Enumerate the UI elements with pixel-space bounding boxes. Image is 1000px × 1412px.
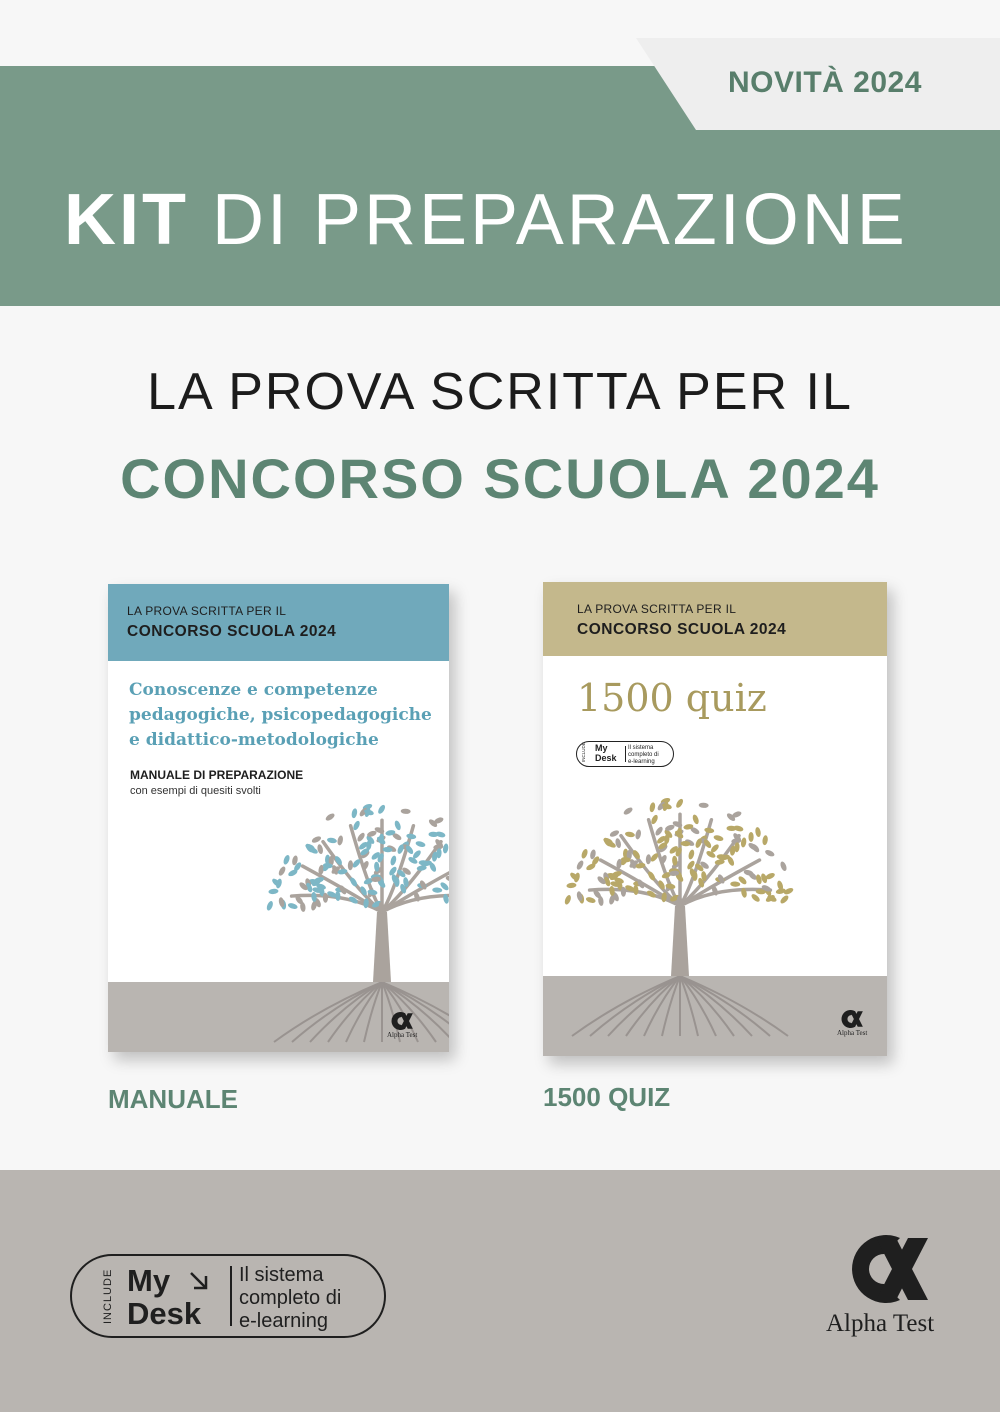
badge-desk: Desk xyxy=(595,752,617,763)
badge-desc-line: e-learning xyxy=(239,1310,328,1332)
kit-title-rest: DI PREPARAZIONE xyxy=(188,180,908,260)
book-cover-quiz[interactable] xyxy=(543,582,887,1056)
cover-subject-line: Conoscenze e competenze xyxy=(129,680,378,700)
cover-kicker: LA PROVA SCRITTA PER IL xyxy=(127,604,287,618)
alpha-test-logo-icon xyxy=(387,1012,413,1030)
cover-publisher: Alpha Test xyxy=(837,1029,868,1037)
badge-my: My xyxy=(595,743,608,753)
cover-kicker: LA PROVA SCRITTA PER IL xyxy=(577,602,737,616)
mydesk-badge xyxy=(70,1254,386,1338)
badge-separator xyxy=(230,1266,232,1326)
badge-my: My xyxy=(127,1263,171,1298)
cover-title: 1500 quiz xyxy=(577,676,767,720)
cover-manual-note: con esempi di quesiti svolti xyxy=(130,785,261,797)
cover-subject-line: e didattico-metodologiche xyxy=(129,730,379,750)
kit-title-bold: KIT xyxy=(64,180,189,260)
cover-subject-line: pedagogiche, psicopedagogiche xyxy=(129,705,432,725)
alpha-test-logo-icon xyxy=(822,1234,942,1304)
cover-series-title: CONCORSO SCUOLA 2024 xyxy=(577,621,787,638)
badge-include: INCLUDE xyxy=(102,1268,114,1324)
headline-line1: LA PROVA SCRITTA PER IL xyxy=(147,363,853,421)
publisher-name: Alpha Test xyxy=(826,1310,935,1337)
caption-manuale: MANUALE xyxy=(108,1084,238,1114)
cover-series-title: CONCORSO SCUOLA 2024 xyxy=(127,623,337,640)
badge-include: INCLUDE xyxy=(581,742,586,762)
cover-publisher: Alpha Test xyxy=(387,1031,418,1039)
badge-desc-line: completo di xyxy=(239,1287,342,1309)
arrow-down-right-icon xyxy=(188,1270,210,1292)
cover-manual-label: MANUALE DI PREPARAZIONE xyxy=(130,768,304,782)
badge-desc-line: completo di xyxy=(628,752,659,758)
novita-badge: NOVITÀ 2024 xyxy=(728,66,922,99)
tree-illustration xyxy=(108,584,449,1052)
book-cover-manuale[interactable] xyxy=(108,584,449,1052)
badge-desc-line: e-learning xyxy=(628,759,655,765)
alpha-test-logo-icon xyxy=(837,1010,863,1028)
kit-title xyxy=(64,178,908,262)
badge-desk: Desk xyxy=(127,1296,202,1331)
tree-illustration xyxy=(543,582,887,1056)
badge-description xyxy=(239,1264,341,1333)
headline-line2: CONCORSO SCUOLA 2024 xyxy=(120,447,880,510)
caption-quiz: 1500 QUIZ xyxy=(543,1082,671,1112)
badge-desc-line: Il sistema xyxy=(628,745,654,751)
badge-desc-line: Il sistema xyxy=(239,1264,324,1286)
